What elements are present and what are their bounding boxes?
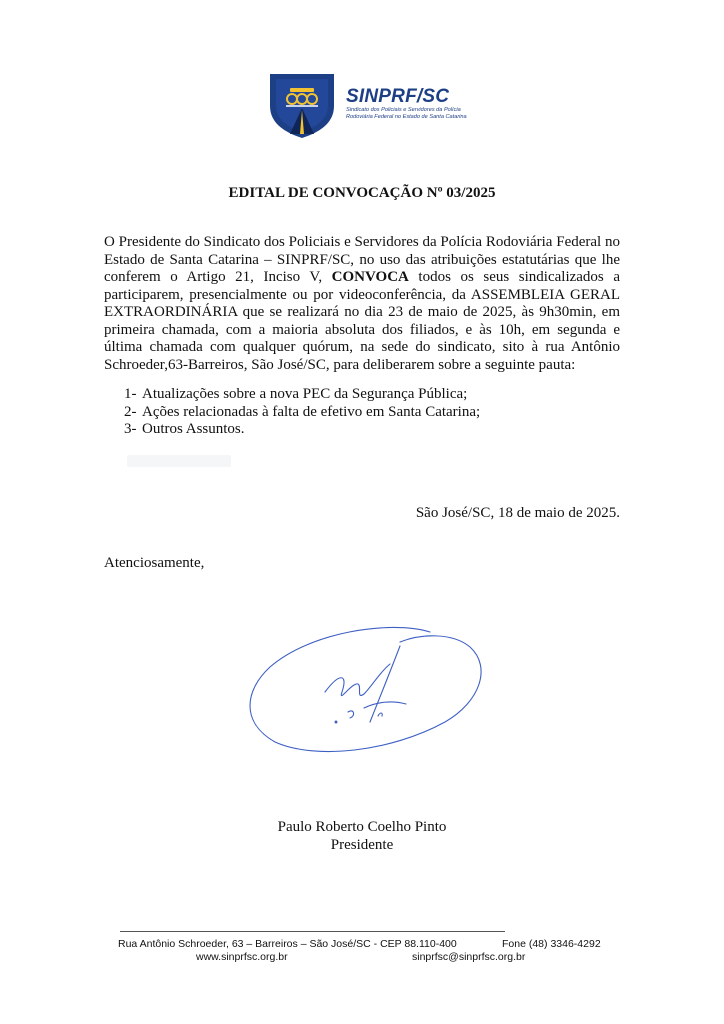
footer-phone: Fone (48) 3346-4292 — [502, 938, 601, 950]
agenda-text: Atualizações sobre a nova PEC da Segurança Pública; — [142, 386, 468, 402]
brand-tagline: Rodoviária Federal no Estado de Santa Catarina — [346, 114, 467, 120]
shield-emblem-icon — [262, 70, 342, 140]
document-title: EDITAL DE CONVOCAÇÃO Nº 03/2025 — [228, 185, 496, 201]
footer-address: Rua Antônio Schroeder, 63 – Barreiros – São José/SC - CEP 88.110-400 — [118, 938, 457, 950]
paragraph-text: O Presidente do Sindicato dos Policiais e Servidores da Polícia Rodoviária Federal no Estado de Santa Catarina – SINPRF/SC, no uso das atribuições estatutárias que lhe conferem o Artigo 21, Inciso V, — [104, 234, 620, 285]
signatory-role: Presidente — [330, 837, 394, 853]
paragraph-text: todos os seus sindicalizados a participarem, presencialmente ou por videoconferência, da ASSEMBLEIA GERAL EXTRAORDINÁRIA que se realizará no dia 23 de maio de 2025, às 9h30min, em primeira chamada, com a maioria absoluta dos filiados, e às 10h, em segunda e última chamada com qualquer quórum, na sede do sindicato, sito à rua Antônio Schroeder,63-Barreiros, São José/SC, para deliberarem sobre a seguinte pauta: — [104, 269, 620, 373]
faint-mark — [127, 455, 231, 467]
agenda-list — [104, 386, 624, 439]
agenda-text: Outros Assuntos. — [142, 421, 245, 437]
footer-website-link[interactable]: www.sinprfsc.org.br — [196, 951, 288, 963]
agenda-item — [104, 404, 624, 422]
bold-keyword: CONVOCA — [331, 269, 409, 285]
brand-tagline: Sindicato dos Policiais e Servidores da Polícia — [346, 107, 461, 113]
agenda-item — [104, 421, 624, 439]
footer-divider — [120, 931, 505, 932]
date-line: São José/SC, 18 de maio de 2025. — [415, 505, 620, 521]
agenda-item — [104, 386, 624, 404]
agenda-number: 3- — [124, 421, 137, 437]
agenda-number: 2- — [124, 403, 137, 420]
agenda-number: 1- — [124, 386, 137, 402]
agenda-text: Ações relacionadas à falta de efetivo em Santa Catarina; — [142, 403, 481, 420]
brand-name: SINPRF/SC — [346, 86, 450, 107]
sinprf-logo — [262, 70, 467, 140]
closing-salutation: Atenciosamente, — [104, 555, 205, 571]
footer-email-link[interactable]: sinprfsc@sinprfsc.org.br — [412, 951, 526, 963]
signatory-block — [0, 818, 724, 854]
convocation-paragraph — [104, 234, 620, 374]
handwritten-signature — [230, 612, 500, 762]
signatory-name: Paulo Roberto Coelho Pinto — [277, 819, 447, 835]
